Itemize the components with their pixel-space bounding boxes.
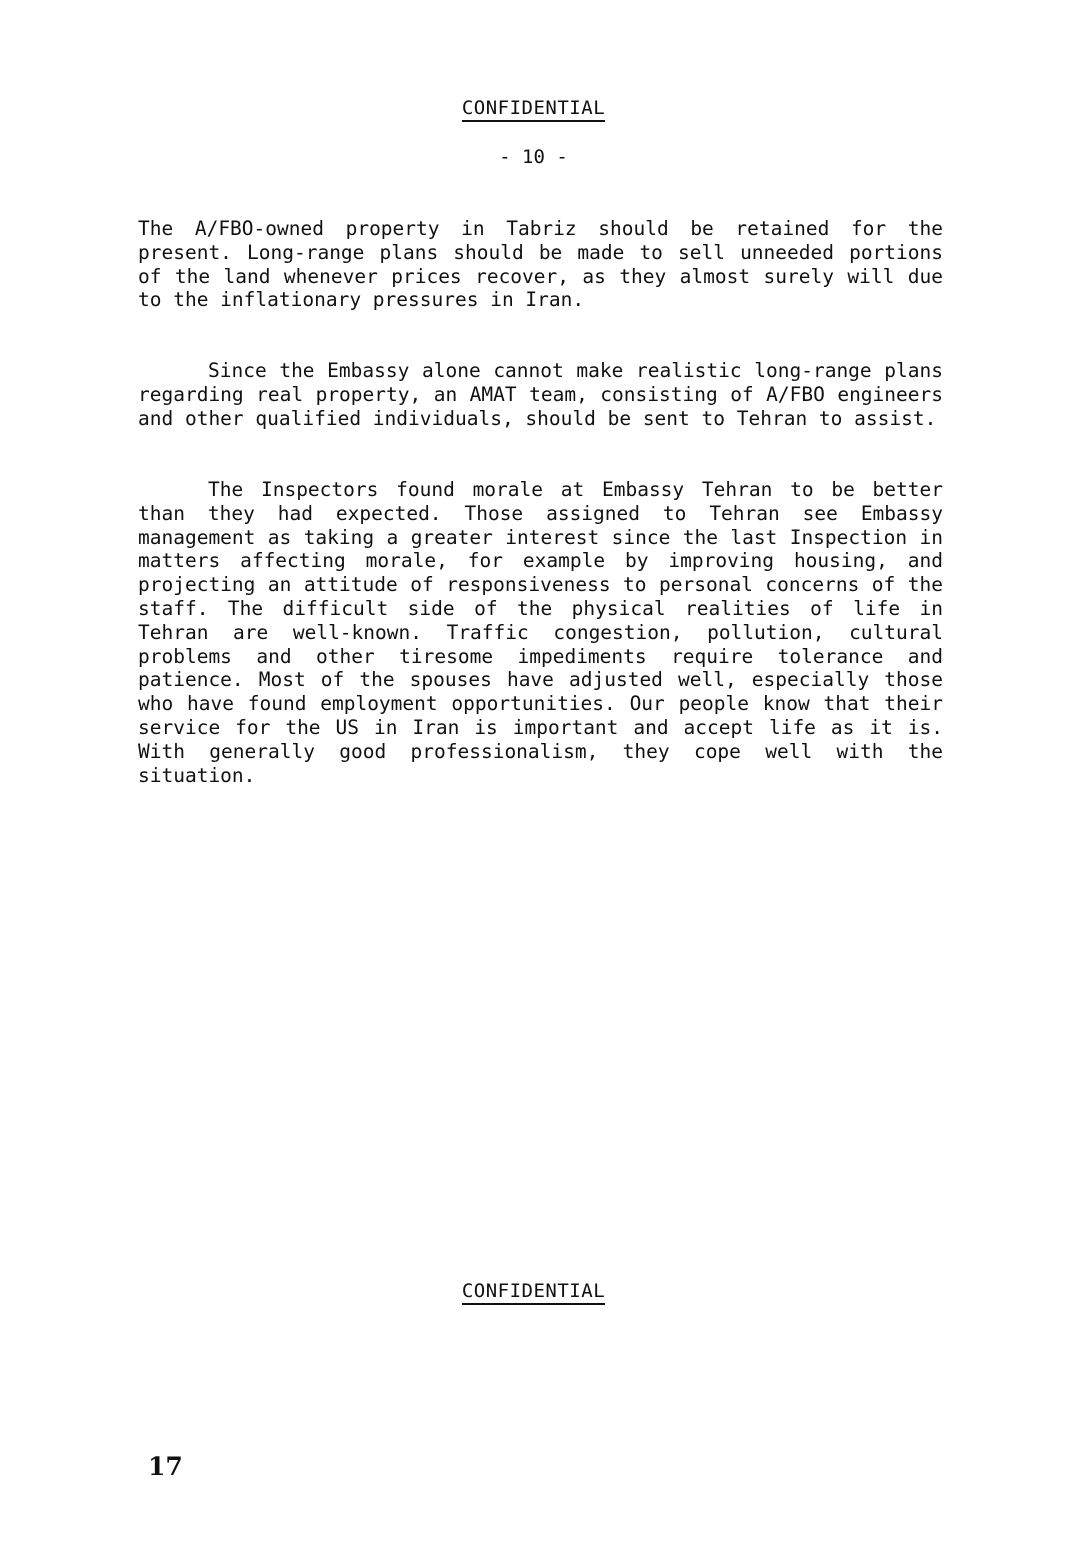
paragraph-morale: The Inspectors found morale at Embassy Tehran to be better than they had expected. Those assigned to Tehran see Embassy management as taking a greater interest since the last Inspection in matters affecting morale, for example by improving housing, and projecting an attitude of responsiveness to personal concerns of the staff. The difficult side of the physical realities of life in Tehran are well-known. Traffic congestion, pollution, cultural problems and other tiresome impediments require tolerance and patience. Most of the spouses have adjusted well, especially those who have found employment opportunities. Our people know that their service for the US in Iran is important and accept life as it is. With generally good professionalism, they cope well with the situation. <box>138 478 943 787</box>
paragraph-amat-team: Since the Embassy alone cannot make realistic long-range plans regarding real property, an AMAT team, consisting of A/FBO engineers and other qualified individuals, should be sent to Tehran to assist. <box>138 359 943 430</box>
paragraph-tabriz-property: The A/FBO-owned property in Tabriz should be retained for the present. Long-range plans should be made to sell unneeded portions of the land whenever prices recover, as they almost surely will due to the inflationary pressures in Iran. <box>138 217 943 312</box>
document-page-number: 17 <box>148 1452 183 1481</box>
bottom-classification-text: CONFIDENTIAL <box>462 1280 605 1305</box>
top-classification-marking <box>0 97 1067 119</box>
bottom-classification-marking <box>0 1280 1067 1302</box>
page-number: - 10 - <box>499 146 568 168</box>
top-classification-text: CONFIDENTIAL <box>462 97 605 122</box>
